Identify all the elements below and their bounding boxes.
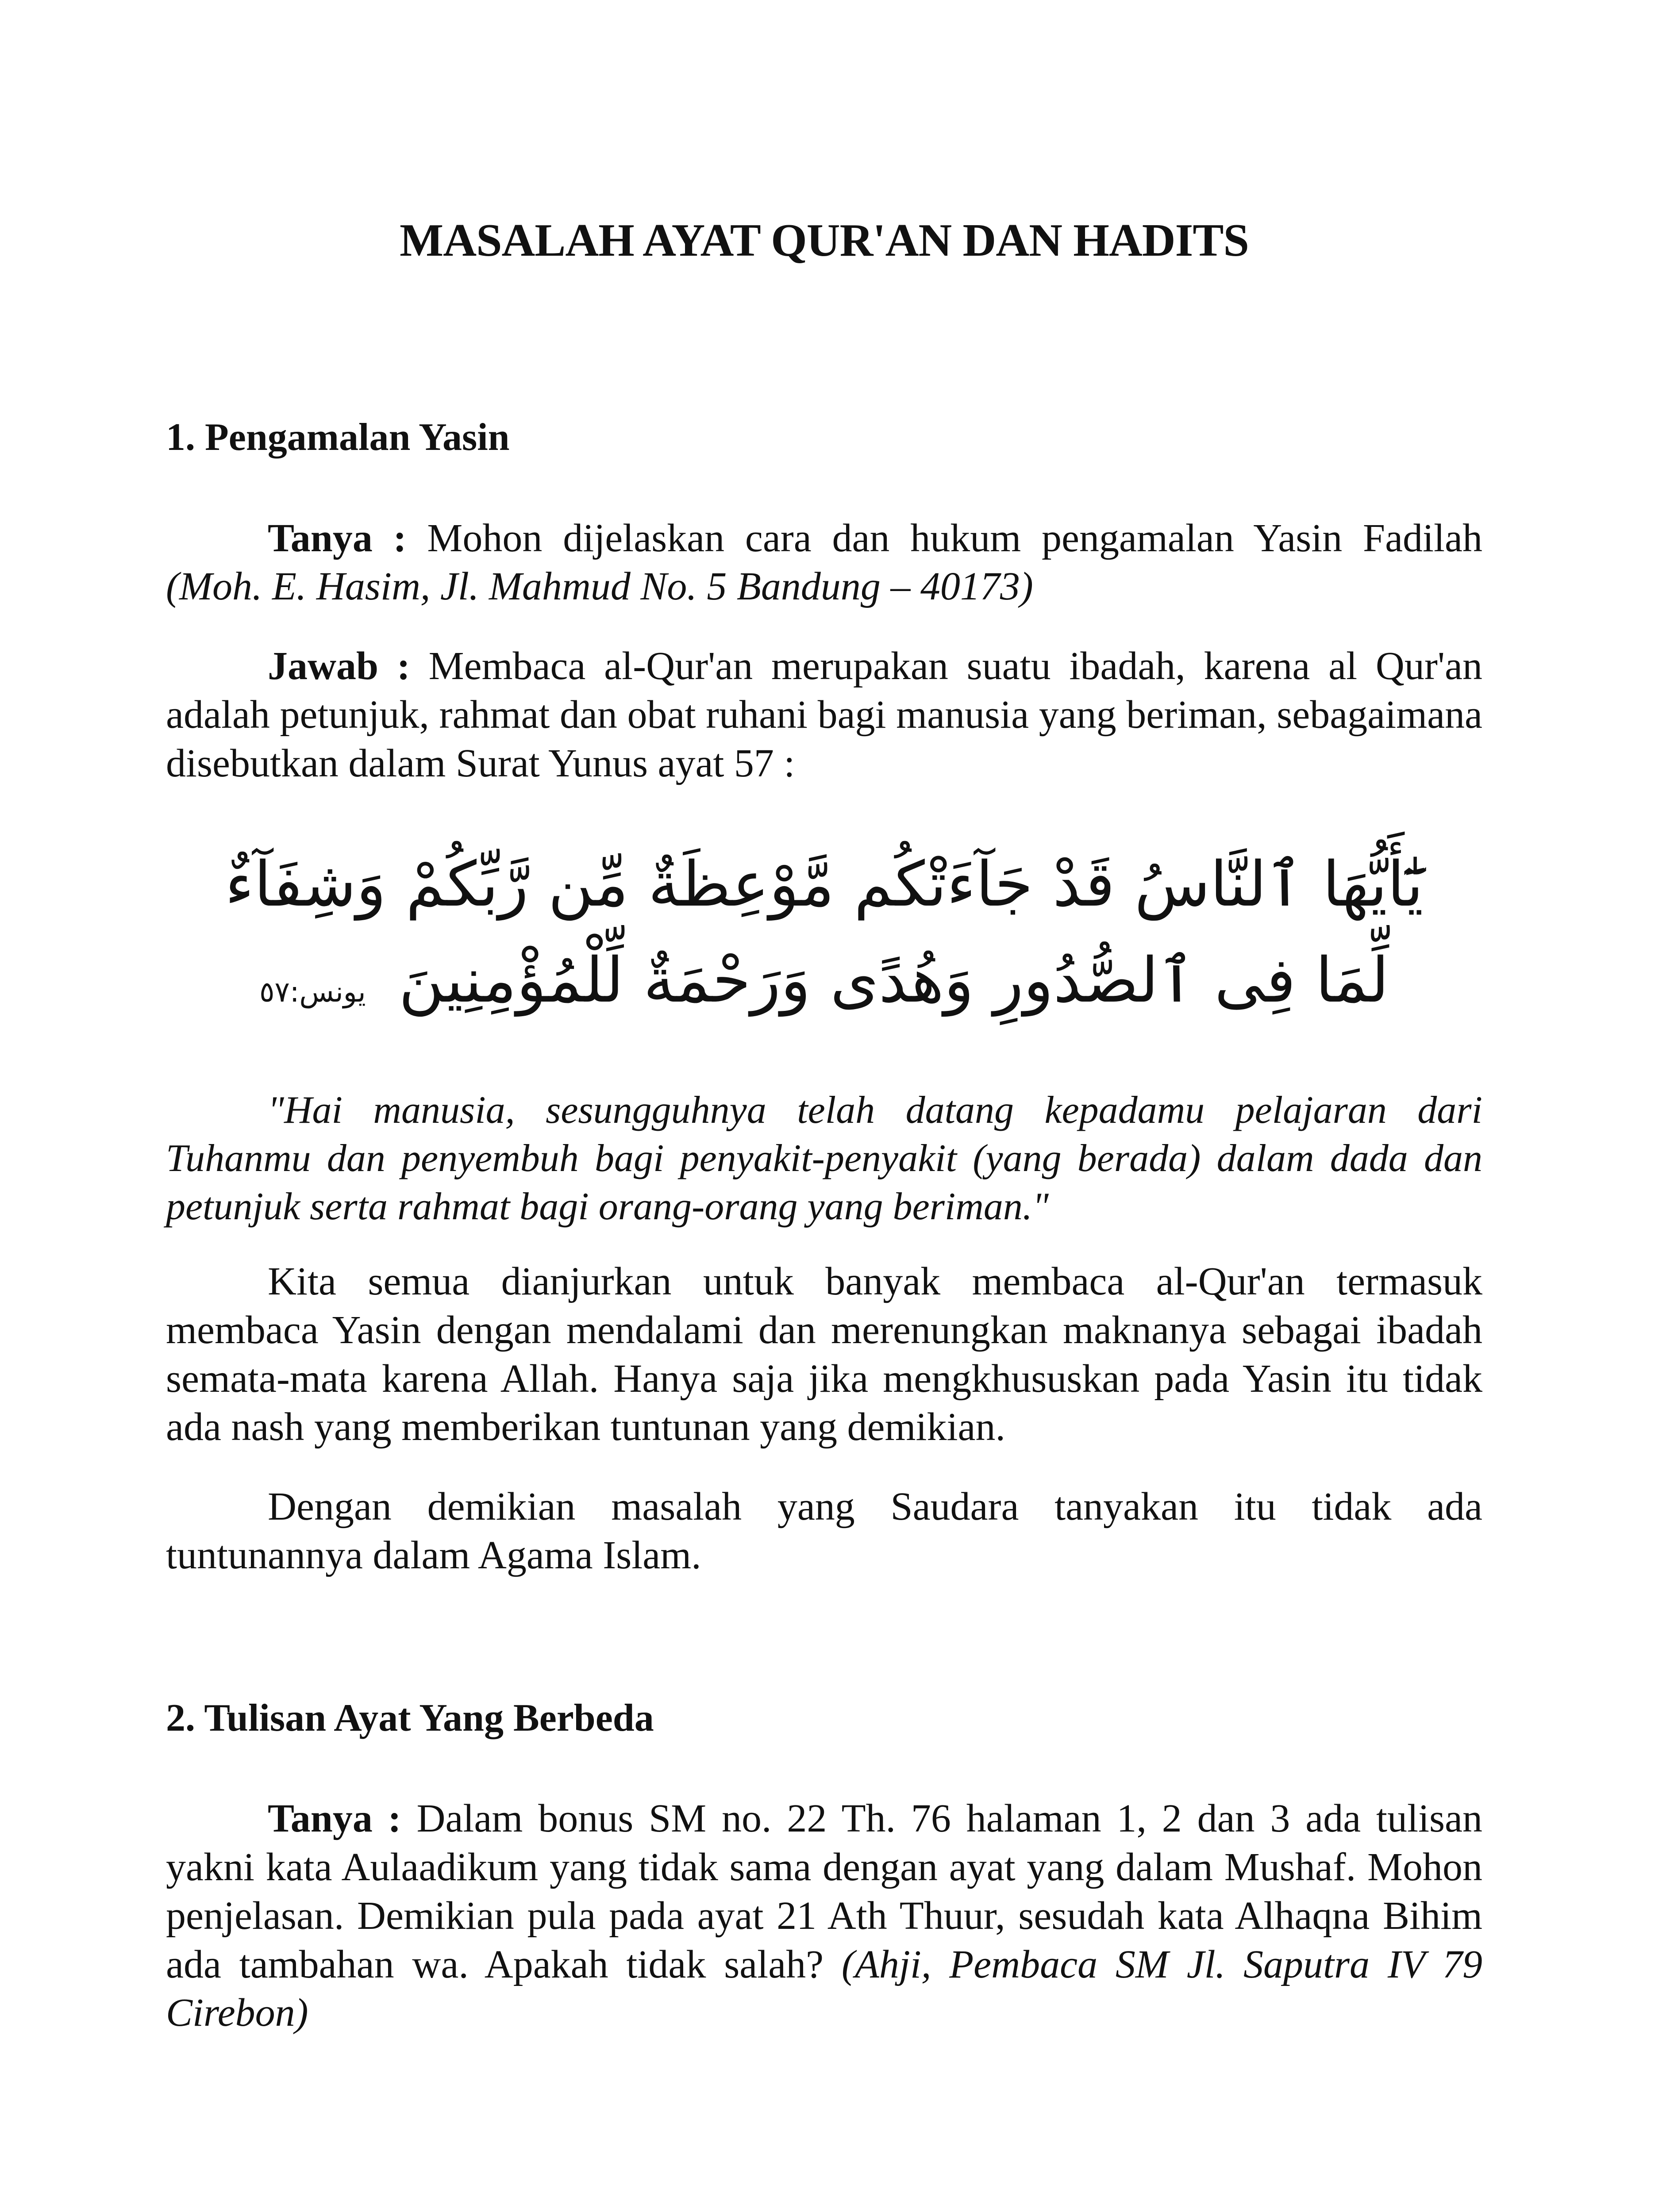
section-spacer bbox=[166, 1611, 1482, 1695]
verse-translation: "Hai manusia, sesungguhnya telah datang kepadamu pelajaran dari Tuhanmu dan penyembuh bagi penyakit-penyakit (yang berada) dalam dada dan petunjuk serta rahmat bagi orang-orang yang beriman." bbox=[166, 1088, 1482, 1228]
section-2-heading: 2. Tulisan Ayat Yang Berbeda bbox=[166, 1696, 654, 1740]
question-citation: (Ahji, Pembaca SM Jl. Saputra IV 79 Cirebon) bbox=[166, 1942, 1482, 2035]
section-1 bbox=[166, 414, 1482, 1580]
page-title: MASALAH AYAT QUR'AN DAN HADITS bbox=[400, 214, 1249, 266]
answer-text: Membaca al-Qur'an merupakan suatu ibadah, karena al Qur'an adalah petunjuk, rahmat dan obat ruhani bagi manusia yang beriman, sebagaimana disebutkan dalam Surat Yunus ayat 57 : bbox=[166, 644, 1482, 785]
section-1-answer bbox=[166, 642, 1482, 787]
section-1-heading: 1. Pengamalan Yasin bbox=[166, 416, 510, 459]
section-2 bbox=[166, 1695, 1482, 2038]
question-text: Mohon dijelaskan cara dan hukum pengamalan Yasin Fadilah bbox=[406, 516, 1482, 560]
arabic-verse-line-2 bbox=[166, 933, 1482, 1029]
section-1-question bbox=[166, 514, 1482, 611]
verse-reference: يونس:٥٧ bbox=[259, 975, 366, 1009]
question-text: Dalam bonus SM no. 22 Th. 76 halaman 1, 2 dan 3 ada tulisan yakni kata Aulaadikum yang tidak sama dengan ayat yang dalam Mushaf. Mohon penjelasan. Demikian pula pada ayat 21 Ath Thuur, sesudah kata Alhaqna Bihim ada tambahan wa. Apakah tidak salah? bbox=[166, 1797, 1482, 1986]
question-label: Tanya : bbox=[268, 516, 407, 560]
arabic-verse-line-1: يَٰٓأَيُّهَا ٱلنَّاسُ قَدْ جَآءَتْكُم مَّوْعِظَةٌ مِّن رَّبِّكُمْ وَشِفَآءٌ bbox=[225, 848, 1424, 921]
question-citation: (Moh. E. Hasim, Jl. Mahmud No. 5 Bandung – 40173) bbox=[166, 565, 1033, 609]
section-1-paragraph-2: Dengan demikian masalah yang Saudara tanyakan itu tidak ada tuntunannya dalam Agama Islam. bbox=[166, 1485, 1482, 1577]
arabic-verse bbox=[166, 837, 1482, 1029]
arabic-verse-line-2-text: لِّمَا فِى ٱلصُّدُورِ وَهُدًى وَرَحْمَةٌ لِّلْمُؤْمِنِينَ bbox=[399, 944, 1389, 1017]
page-content bbox=[166, 212, 1482, 2068]
section-2-question bbox=[166, 1794, 1482, 2037]
section-1-paragraph-1: Kita semua dianjurkan untuk banyak membaca al-Qur'an termasuk membaca Yasin dengan mendalami dan merenungkan maknanya sebagai ibadah semata-mata karena Allah. Hanya saja jika mengkhususkan pada Yasin itu tidak ada nash yang memberikan tuntunan yang demikian. bbox=[166, 1259, 1482, 1449]
answer-label: Jawab : bbox=[268, 644, 410, 688]
question-label: Tanya : bbox=[268, 1797, 401, 1841]
